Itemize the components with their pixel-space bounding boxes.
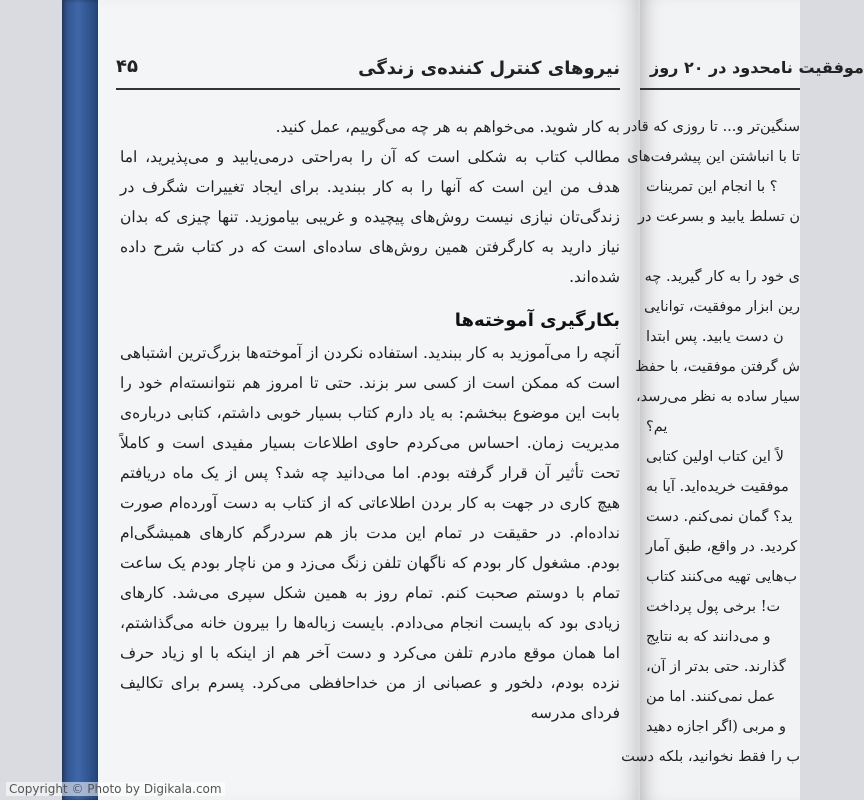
text-line: و می‌دانند که به نتایج [646,629,771,645]
text-line: سیار ساده به نظر می‌رسد، [635,389,800,405]
text-line: موفقیت خریده‌اید. آیا به [646,479,789,495]
text-line: ید؟ گمان نمی‌کنم. دست [646,509,793,525]
right-header-rule [640,88,800,90]
text-line: ن دست یابید. پس ابتدا [646,329,784,345]
right-page [621,0,864,800]
text-line: ؟ با انجام این تمرینات [646,179,778,195]
text-line: کردید. در واقع، طبق آمار [646,539,798,555]
right-running-title: موفقیت نامحدود در ۲۰ روز [650,58,864,77]
right-page-text [621,112,800,772]
body-text [120,112,620,728]
book-spine [62,0,98,800]
text-line: تا با انباشتن این پیشرفت‌های [627,149,800,165]
copyright-watermark: Copyright © Photo by Digikala.com [6,782,225,796]
right-page-header [644,46,864,86]
page-header [116,46,620,86]
page-number: ۴۵ [116,56,138,77]
text-line: یم؟ [646,419,668,435]
left-page [98,0,638,800]
text-line: ن تسلط یابید و بسرعت در [637,209,800,225]
section-heading: بکارگیری آموخته‌ها [454,310,620,331]
text-line: و مربی (اگر اجازه دهید [646,719,787,735]
text-line: گذارند. حتی بدتر از آن، [646,659,786,675]
text-line: عمل نمی‌کنند. اما من [646,689,776,705]
header-rule [116,88,620,90]
text-line: ی خود را به کار گیرید. چه [644,269,800,285]
paragraph: مطالب کتاب به شکلی است که آن را به‌راحتی درمی‌یابید و می‌پذیرید، اما هدف من این است که آنها را به کار ببندید. برای ایجاد تغییرات شگرف در زندگی‌تان نیازی نیست روش‌های پیچیده و غریبی بیاموزید. تنها چیزی که بدان نیاز دارید به کارگرفتن همین روش‌های ساده‌ای است که در کتاب شرح داده شده‌اند. [120,148,620,286]
paragraph: آنچه را می‌آموزید به کار ببندید. استفاده نکردن از آموخته‌ها بزرگ‌ترین اشتباهی است که ممکن است از کسی سر بزند. حتی تا امروز هم نتوانسته‌ام خود را بابت این موضوع ببخشم: به یاد دارم کتاب بسیار خوبی داشتم، کتابی درباره‌ی مدیریت زمان. احساس می‌کردم حاوی اطلاعات بسیار مفیدی است و کاملاً تحت تأثیر آن قرار گرفته بودم. اما می‌دانید چه شد؟ پس از یک ماه دریافتم هیچ کاری در جهت به کار بردن اطلاعاتی که از کتاب به دست آورده‌ام صورت نداده‌ام. در حقیقت در تمام این مدت باز هم سردرگم کارهای همیشگی‌ام بودم. مشغول کار بودم که ناگهان تلفن زنگ می‌زد و من ناچار بودم یک ساعت تمام با دوستم صحبت کنم. تمام روز به همین شکل سپری می‌شد. کارهای زیادی بود که بایست انجام می‌دادم. بایست زباله‌ها را بیرون خانه می‌گذاشتم، اما همان موقع مادرم تلفن می‌کرد و دست آخر هم از اینکه با او زیاد حرف نزده بودم، دلخور و عصبانی از من خداحافظی می‌کرد. پسرم برای تکالیف فردای مدرسه [120,344,620,722]
paragraph: به کار شوید. می‌خواهم به هر چه می‌گوییم، عمل کنید. [275,118,620,136]
text-line: ب‌هایی تهیه می‌کنند کتاب [646,569,797,585]
text-line: لاً این کتاب اولین کتابی [646,449,784,465]
text-line: ش گرفتن موفقیت، با حفظ [635,359,800,375]
running-title: نیروهای کنترل کننده‌ی زندگی [358,58,620,79]
text-line: ت! برخی پول پرداخت [646,599,781,615]
text-line [646,232,800,262]
text-line: سنگین‌تر و... تا روزی که قادر [623,119,800,135]
text-line: ب را فقط نخوانید، بلکه دست [621,749,800,765]
text-line: رین ابزار موفقیت، توانایی [644,299,800,315]
